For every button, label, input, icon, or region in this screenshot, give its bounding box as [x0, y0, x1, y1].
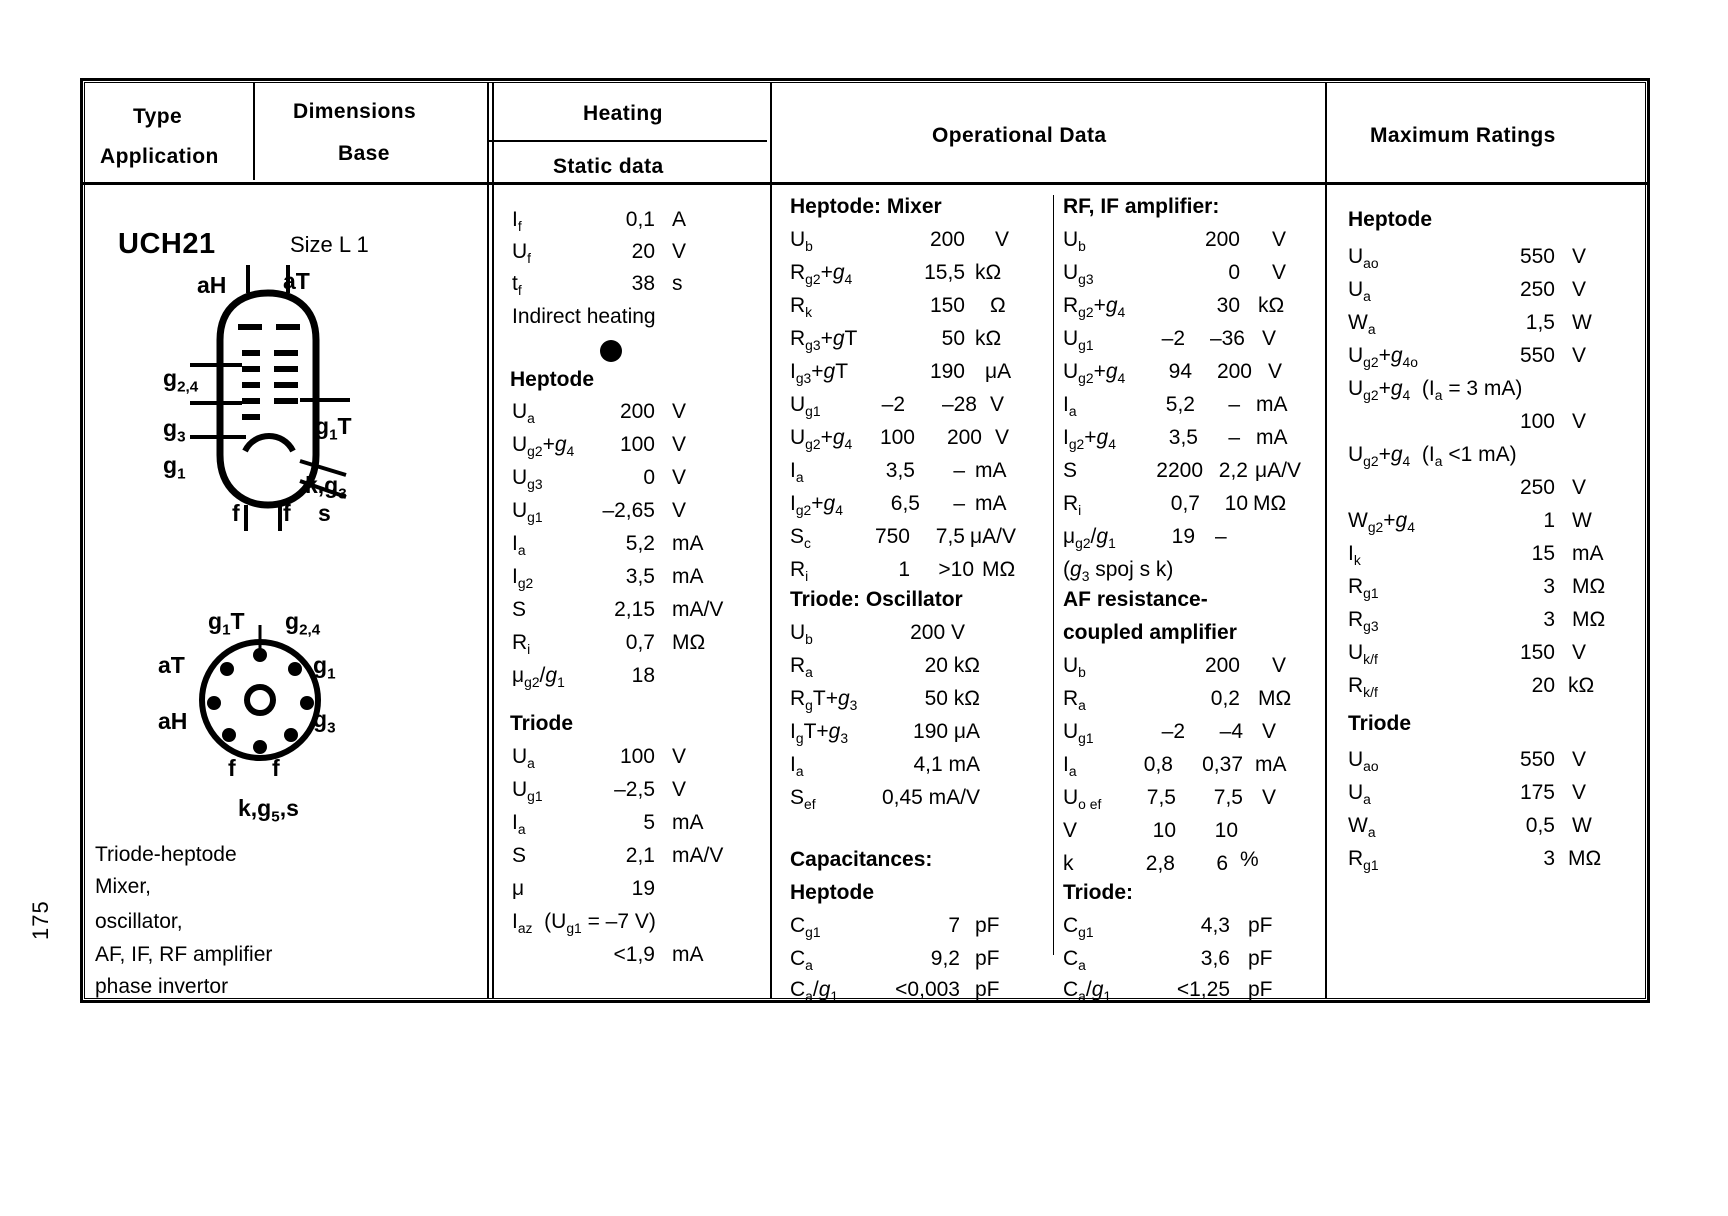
op-l-unit-4: μA [985, 360, 1012, 383]
max-h-unit-9: mA [1572, 542, 1604, 565]
sep-operational-maximum [1325, 82, 1327, 999]
max-h-sym-13: $R_{k/f}$ [1348, 674, 1378, 701]
op-r-v2-4: 200 [1216, 360, 1252, 383]
header-maximum-ratings: Maximum Ratings [1370, 124, 1556, 147]
heating-heptode-title: Heptode [510, 368, 594, 391]
heating-subrule [487, 140, 767, 142]
op-af-v2-3: 0,37 [1202, 753, 1243, 776]
max-t-sym-3: $R_{g1}$ [1348, 847, 1379, 874]
tri-sym-2: $I_a$ [512, 811, 526, 838]
max-h-val-0: 550 [1519, 245, 1555, 268]
op-t-v1-4: 4,1 mA [913, 753, 980, 776]
max-h-sym-11: $R_{g3}$ [1348, 608, 1379, 635]
op-l-v1-2: 150 [929, 294, 965, 317]
envelope-label-kg3: $k,g_3$ [305, 472, 347, 503]
hept-sym-2: $U_{g3}$ [512, 466, 543, 493]
hept-val-2: 0 [643, 466, 655, 489]
max-h-unit-0: V [1572, 245, 1587, 268]
op-t-v1-2: 50 kΩ [924, 687, 980, 710]
max-t-sym-0: $U_{ao}$ [1348, 748, 1379, 775]
op-af-sym-5: V [1063, 819, 1078, 842]
max-t-val-0: 550 [1519, 748, 1555, 771]
envelope-label-s: s [318, 500, 331, 526]
hept-val-0: 200 [619, 400, 655, 423]
op-l-unit-10: MΩ [982, 558, 1016, 581]
op-af-sym-4: $U_{o ef}$ [1063, 786, 1102, 813]
cap-t-sym-1: $C_a$ [1063, 947, 1086, 974]
heating-iaz-unit: mA [672, 943, 704, 966]
op-af-v1-2: –2 [1161, 720, 1185, 743]
operational-title-left: Heptode: Mixer [790, 195, 942, 218]
max-t-unit-2: W [1572, 814, 1592, 837]
op-af-v2-2: –4 [1219, 720, 1243, 743]
sep-operational-inner [1053, 195, 1054, 955]
op-l-sym-9: $S_c$ [790, 525, 811, 552]
op-r-unit-3: V [1262, 327, 1277, 350]
max-t-val-3: 3 [1543, 847, 1555, 870]
heating-iaz-row: $I_{az}$ ($U_{g1} = -7$ V) [512, 910, 656, 937]
max-h-unit-3: V [1572, 344, 1587, 367]
envelope-label-g1T: $g_1T$ [315, 413, 352, 444]
op-r-v2-9: – [1215, 525, 1227, 548]
envelope-label-f2: f [283, 500, 291, 526]
application-line-3: AF, IF, RF amplifier [95, 943, 273, 966]
heating-unit-2: s [672, 272, 683, 295]
op-r-unit-0: V [1272, 228, 1287, 251]
max-h-unit-5: V [1572, 410, 1587, 433]
op-t-sym-3: $I_gT+g_3$ [790, 720, 849, 747]
cap-t-unit-1: pF [1248, 947, 1273, 970]
op-l-sym-1: $R_{g2}+g_4$ [790, 261, 853, 288]
hept-unit-3: V [672, 499, 687, 522]
header-operational-data: Operational Data [932, 124, 1107, 147]
op-l-sym-0: $U_b$ [790, 228, 813, 255]
op-l-unit-3: kΩ [975, 327, 1002, 350]
op-l-unit-1: kΩ [975, 261, 1002, 284]
op-l-sym-5: $U_{g1}$ [790, 393, 821, 420]
tri-unit-2: mA [672, 811, 704, 834]
tri-val-2: 5 [643, 811, 655, 834]
max-t-unit-1: V [1572, 781, 1587, 804]
max-h-val-1: 250 [1519, 278, 1555, 301]
op-l-sym-3: $R_{g3}+gT$ [790, 327, 858, 354]
tri-sym-4: μ [512, 877, 525, 900]
max-h-unit-7: V [1572, 476, 1587, 499]
cap-h-sym-2: $C_a/g_1$ [790, 978, 839, 1005]
max-h-unit-2: W [1572, 311, 1592, 334]
max-heptode-title: Heptode [1348, 208, 1432, 231]
op-l-sym-10: $R_i$ [790, 558, 809, 585]
op-l-unit-6: V [995, 426, 1010, 449]
op-r-sym-7: S [1063, 459, 1078, 482]
op-l-v1-7: 3,5 [885, 459, 915, 482]
size-label: Size L 1 [290, 232, 369, 257]
op-r-unit-6: mA [1256, 426, 1288, 449]
base-label-f1: f [228, 755, 236, 781]
max-h-val-9: 15 [1531, 542, 1555, 565]
op-t-sym-5: $S_{ef}$ [790, 786, 816, 813]
op-af-unit-1: MΩ [1258, 687, 1292, 710]
heating-sym-0: $I_f$ [512, 208, 522, 235]
max-h-unit-12: V [1572, 641, 1587, 664]
op-af-sym-6: k [1063, 852, 1074, 875]
op-t-sym-1: $R_a$ [790, 654, 813, 681]
op-l-v2-9: 7,5 [935, 525, 965, 548]
max-h-unit-13: kΩ [1568, 674, 1595, 697]
op-af-v1-6: 2,8 [1145, 852, 1175, 875]
op-l-sym-2: $R_k$ [790, 294, 813, 321]
op-r-v1-6: 3,5 [1168, 426, 1198, 449]
max-t-sym-1: $U_a$ [1348, 781, 1371, 808]
op-r-sym-0: $U_b$ [1063, 228, 1086, 255]
max-h-sym-2: $W_a$ [1348, 311, 1376, 338]
hept-val-1: 100 [619, 433, 655, 456]
envelope-label-f1: f [232, 500, 240, 526]
op-l-unit-0: V [995, 228, 1010, 251]
op-r-v2-5: – [1228, 393, 1240, 416]
max-h-sym-9: $I_k$ [1348, 542, 1361, 569]
max-t-sym-2: $W_a$ [1348, 814, 1376, 841]
header-bottom-rule [80, 182, 1650, 185]
max-t-unit-0: V [1572, 748, 1587, 771]
heating-note: Indirect heating [512, 305, 656, 328]
op-r-v1-9: 19 [1171, 525, 1195, 548]
op-r-unit-1: V [1272, 261, 1287, 284]
op-l-unit-2: Ω [990, 294, 1006, 317]
application-line-2: oscillator, [95, 910, 183, 933]
heating-iaz-val: <1,9 [613, 943, 655, 966]
op-r-v1-4: 94 [1168, 360, 1192, 383]
cap-t-unit-2: pF [1248, 978, 1273, 1001]
tri-sym-3: S [512, 844, 527, 867]
heating-dot-icon [600, 340, 622, 362]
hept-val-8: 18 [631, 664, 655, 687]
hept-val-5: 3,5 [625, 565, 655, 588]
hept-sym-6: S [512, 598, 527, 621]
max-h-val-10: 3 [1543, 575, 1555, 598]
max-h-val-2: 1,5 [1525, 311, 1555, 334]
op-t-v1-0: 200 V [910, 621, 965, 644]
op-l-unit-5: V [990, 393, 1005, 416]
header-dimensions: Dimensions [293, 100, 417, 123]
max-h-sym-0: $U_{ao}$ [1348, 245, 1379, 272]
header-heating: Heating [583, 102, 663, 125]
max-h-sym-3: $U_{g2}+g_{4o}$ [1348, 344, 1418, 371]
page-number: 175 [28, 900, 53, 940]
op-l-v1-9: 750 [874, 525, 910, 548]
max-triode-title: Triode [1348, 712, 1412, 735]
max-h-sym-6: $U_{g2}+g_4$ ($I_a <1$ mA) [1348, 443, 1517, 470]
max-h-sym-1: $U_a$ [1348, 278, 1371, 305]
hept-unit-2: V [672, 466, 687, 489]
op-r-v1-8: 0,7 [1170, 492, 1200, 515]
base-label-g1T: $g_1T$ [208, 608, 245, 639]
max-h-unit-8: W [1572, 509, 1592, 532]
op-r-v2-7: 2,2 [1218, 459, 1248, 482]
op-l-unit-8: mA [975, 492, 1007, 515]
cap-h-sym-0: $C_{g1}$ [790, 914, 821, 941]
base-label-g1: $g_1$ [313, 652, 336, 683]
cap-t-val-1: 3,6 [1200, 947, 1230, 970]
hept-val-3: –2,65 [602, 499, 655, 522]
max-t-val-1: 175 [1519, 781, 1555, 804]
tri-sym-0: $U_a$ [512, 745, 535, 772]
op-triode-title: Triode: Oscillator [790, 588, 963, 611]
op-l-v1-8: 6,5 [890, 492, 920, 515]
hept-unit-0: V [672, 400, 687, 423]
op-l-v2-8: – [953, 492, 965, 515]
op-r-unit-2: kΩ [1258, 294, 1285, 317]
heating-sym-1: $U_f$ [512, 240, 532, 267]
op-af-unit-6: % [1240, 848, 1259, 871]
cap-h-sym-1: $C_a$ [790, 947, 813, 974]
max-h-unit-10: MΩ [1572, 575, 1606, 598]
tri-sym-1: $U_{g1}$ [512, 778, 543, 805]
header-application: Application [100, 145, 219, 168]
operational-title-right: RF, IF amplifier: [1063, 195, 1220, 218]
max-h-val-8: 1 [1543, 509, 1555, 532]
hept-sym-7: $R_i$ [512, 631, 531, 658]
hept-sym-4: $I_a$ [512, 532, 526, 559]
heating-triode-title: Triode [510, 712, 574, 735]
op-af-v1-0: 200 [1204, 654, 1240, 677]
heating-unit-0: A [672, 208, 687, 231]
op-l-v2-6: 200 [946, 426, 982, 449]
max-h-sym-4: $U_{g2}+g_4$ ($I_a = 3$ mA) [1348, 377, 1523, 404]
op-l-v1-5: –2 [881, 393, 905, 416]
op-r-sym-3: $U_{g1}$ [1063, 327, 1094, 354]
op-af-v1-4: 7,5 [1146, 786, 1176, 809]
op-r-sym-5: $I_a$ [1063, 393, 1077, 420]
cap-t-unit-0: pF [1248, 914, 1273, 937]
tri-unit-0: V [672, 745, 687, 768]
op-af-unit-3: mA [1255, 753, 1287, 776]
op-af-v1-3: 0,8 [1143, 753, 1173, 776]
op-l-v2-5: –28 [941, 393, 977, 416]
op-r-sym-2: $R_{g2}+g_4$ [1063, 294, 1126, 321]
envelope-label-g24: $g_{2,4}$ [163, 365, 199, 396]
cap-h-unit-2: pF [975, 978, 1000, 1001]
tri-unit-1: V [672, 778, 687, 801]
op-l-v1-4: 190 [929, 360, 965, 383]
application-line-4: phase invertor [95, 975, 229, 998]
op-af-v1-1: 0,2 [1210, 687, 1240, 710]
op-r-sym-8: $R_i$ [1063, 492, 1082, 519]
op-r-v2-3: –36 [1209, 327, 1245, 350]
base-label-aH: aH [158, 708, 188, 734]
heating-val-1: 20 [631, 240, 655, 263]
max-h-sym-12: $U_{k/f}$ [1348, 641, 1378, 668]
op-af-v2-6: 6 [1216, 852, 1228, 875]
cap-h-unit-0: pF [975, 914, 1000, 937]
op-r-v2-8: 10 [1224, 492, 1248, 515]
max-h-val-7: 250 [1519, 476, 1555, 499]
op-r-v1-0: 200 [1204, 228, 1240, 251]
envelope-label-g3: $g_3$ [163, 415, 186, 446]
hept-sym-1: $U_{g2}+g_4$ [512, 433, 575, 460]
op-l-v2-10: >10 [938, 558, 974, 581]
envelope-label-aH: aH [197, 272, 227, 298]
op-r-sym-1: $U_{g3}$ [1063, 261, 1094, 288]
op-r-unit-7: μA/V [1255, 459, 1301, 482]
op-r-v1-1: 0 [1228, 261, 1240, 284]
hept-val-4: 5,2 [625, 532, 655, 555]
op-l-v1-1: 15,5 [924, 261, 965, 284]
sep-heating-operational [770, 82, 772, 999]
max-h-val-11: 3 [1543, 608, 1555, 631]
hept-val-7: 0,7 [625, 631, 655, 654]
cap-t-sym-0: $C_{g1}$ [1063, 914, 1094, 941]
max-h-val-12: 150 [1519, 641, 1555, 664]
base-label-g24: $g_{2,4}$ [285, 608, 321, 639]
op-af-title-1: AF resistance- [1063, 588, 1208, 611]
op-af-title-2: coupled amplifier [1063, 621, 1237, 644]
tri-val-4: 19 [631, 877, 655, 900]
cap-t-sym-2: $C_a/g_1$ [1063, 978, 1112, 1005]
max-t-val-2: 0,5 [1525, 814, 1555, 837]
sep-dimensions-heating [487, 82, 489, 999]
op-t-v1-1: 20 kΩ [924, 654, 980, 677]
op-l-sym-7: $I_a$ [790, 459, 804, 486]
base-label-f2: f [272, 755, 280, 781]
cap-heptode-title: Heptode [790, 881, 874, 904]
capacitances-title: Capacitances: [790, 848, 933, 871]
op-af-sym-1: $R_a$ [1063, 687, 1086, 714]
op-af-v1-5: 10 [1152, 819, 1176, 842]
op-l-unit-9: μA/V [970, 525, 1016, 548]
envelope-label-aT: aT [283, 268, 310, 294]
max-h-unit-11: MΩ [1572, 608, 1606, 631]
hept-unit-4: mA [672, 532, 704, 555]
cap-h-val-2: <0,003 [895, 978, 960, 1001]
op-l-unit-7: mA [975, 459, 1007, 482]
base-label-g3: $g_3$ [313, 706, 336, 737]
header-type: Type [133, 105, 183, 128]
base-label-kg5s: $k,g_5,s$ [238, 795, 299, 826]
op-t-v1-5: 0,45 mA/V [881, 786, 980, 809]
hept-unit-6: mA/V [672, 598, 724, 621]
tri-val-0: 100 [619, 745, 655, 768]
application-line-1: Mixer, [95, 875, 152, 898]
application-line-0: Triode-heptode [95, 843, 237, 866]
hept-unit-1: V [672, 433, 687, 456]
base-label-aT: aT [158, 652, 185, 678]
op-af-unit-4: V [1262, 786, 1277, 809]
hept-sym-3: $U_{g1}$ [512, 499, 543, 526]
hept-sym-0: $U_a$ [512, 400, 535, 427]
op-r-sym-6: $I_{g2}+g_4$ [1063, 426, 1116, 453]
cap-h-unit-1: pF [975, 947, 1000, 970]
op-l-sym-8: $I_{g2}+g_4$ [790, 492, 843, 519]
header-static-data: Static data [553, 155, 664, 178]
op-r-v1-3: –2 [1161, 327, 1185, 350]
op-l-v1-0: 200 [929, 228, 965, 251]
op-r-unit-5: mA [1256, 393, 1288, 416]
type-name: UCH21 [118, 228, 216, 260]
op-l-sym-6: $U_{g2}+g_4$ [790, 426, 853, 453]
heating-sym-2: $t_f$ [512, 272, 522, 299]
hept-sym-8: $\mu_{g2}/g_1$ [512, 664, 565, 691]
sep-dimensions-heating-2 [492, 82, 494, 999]
op-r-v2-6: – [1228, 426, 1240, 449]
op-af-unit-0: V [1272, 654, 1287, 677]
cap-triode-title: Triode: [1063, 881, 1134, 904]
op-af-sym-3: $I_a$ [1063, 753, 1077, 780]
cap-t-val-0: 4,3 [1200, 914, 1230, 937]
hept-sym-5: $I_{g2}$ [512, 565, 534, 592]
heating-unit-1: V [672, 240, 687, 263]
op-r-sym-9: $\mu_{g2}/g_1$ [1063, 525, 1116, 552]
op-af-sym-2: $U_{g1}$ [1063, 720, 1094, 747]
op-t-sym-2: $R_gT+g_3$ [790, 687, 858, 714]
max-h-val-3: 550 [1519, 344, 1555, 367]
op-af-v2-4: 7,5 [1213, 786, 1243, 809]
op-af-v2-5: 10 [1214, 819, 1238, 842]
op-r-unit-8: MΩ [1253, 492, 1287, 515]
max-h-sym-10: $R_{g1}$ [1348, 575, 1379, 602]
op-r-v1-5: 5,2 [1165, 393, 1195, 416]
op-l-v2-7: – [953, 459, 965, 482]
hept-val-6: 2,15 [614, 598, 655, 621]
max-h-sym-8: $W_{g2}+g_4$ [1348, 509, 1415, 536]
op-t-sym-0: $U_b$ [790, 621, 813, 648]
cap-t-val-2: <1,25 [1176, 978, 1230, 1001]
op-r-v1-7: 2200 [1156, 459, 1203, 482]
op-l-sym-4: $I_{g3}+gT$ [790, 360, 849, 387]
max-t-unit-3: MΩ [1568, 847, 1602, 870]
op-af-sym-0: $U_b$ [1063, 654, 1086, 681]
cap-h-val-1: 9,2 [930, 947, 960, 970]
op-l-v1-10: 1 [898, 558, 910, 581]
tube-envelope-diagram [150, 265, 440, 565]
sep-type-dimensions [253, 82, 255, 180]
tri-unit-3: mA/V [672, 844, 724, 867]
heating-val-0: 0,1 [625, 208, 655, 231]
op-t-sym-4: $I_a$ [790, 753, 804, 780]
op-r-sym-4: $U_{g2}+g_4$ [1063, 360, 1126, 387]
op-af-unit-2: V [1262, 720, 1277, 743]
max-h-unit-1: V [1572, 278, 1587, 301]
op-t-v1-3: 190 μA [913, 720, 980, 743]
tri-val-3: 2,1 [625, 844, 655, 867]
hept-unit-7: MΩ [672, 631, 706, 654]
heating-val-2: 38 [631, 272, 655, 295]
cap-h-val-0: 7 [948, 914, 960, 937]
op-r-unit-4: V [1268, 360, 1283, 383]
header-base: Base [338, 142, 390, 165]
max-h-val-13: 20 [1531, 674, 1555, 697]
envelope-label-g1: $g_1$ [163, 452, 186, 483]
op-r-v1-2: 30 [1216, 294, 1240, 317]
op-l-v1-3: 50 [941, 327, 965, 350]
op-r-note: ($g_3$ spoj s k) [1063, 558, 1174, 585]
tri-val-1: –2,5 [614, 778, 655, 801]
max-h-val-5: 100 [1519, 410, 1555, 433]
hept-unit-5: mA [672, 565, 704, 588]
op-l-v1-6: 100 [879, 426, 915, 449]
